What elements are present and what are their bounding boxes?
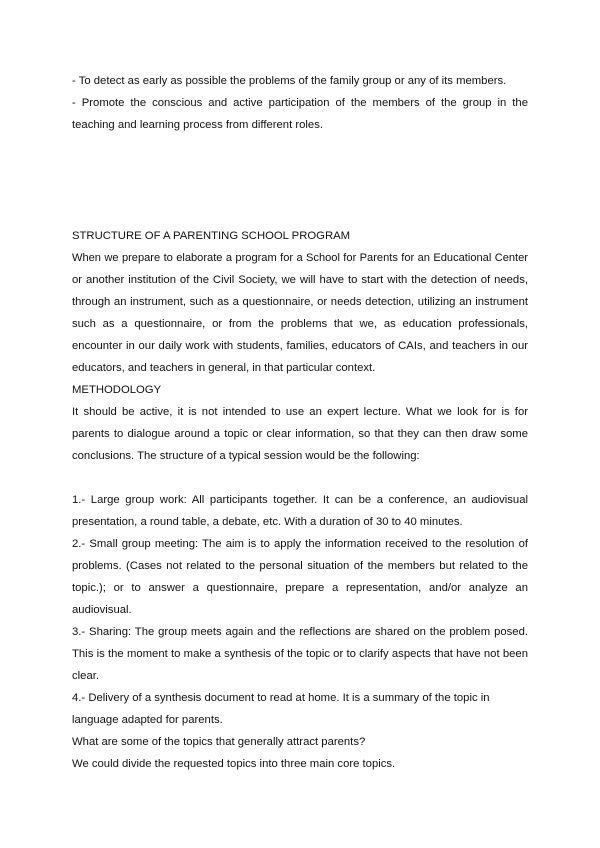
step-line: What are some of the topics that generally attract parents? <box>72 736 366 748</box>
section-heading-methodology: METHODOLOGY <box>72 384 162 396</box>
paragraph-line: conclusions. The structure of a typical session would be the following: <box>72 450 420 462</box>
step-line: 4.- Delivery of a synthesis document to read at home. It is a summary of the topic in <box>72 692 490 704</box>
paragraph-line: When we prepare to elaborate a program for a School for Parents for an Educational Center <box>72 252 528 264</box>
step-line: clear. <box>72 670 100 682</box>
step-line: This is the moment to make a synthesis of the topic or to clarify aspects that have not been <box>72 648 528 660</box>
step-line: 2.- Small group meeting: The aim is to apply the information received to the resolution of <box>72 538 528 550</box>
step-line: 3.- Sharing: The group meets again and the reflections are shared on the problem posed. <box>72 626 528 638</box>
paragraph-line: encounter in our daily work with students, families, educators of CAIs, and teachers in our <box>72 340 528 352</box>
step-line: 1.- Large group work: All participants together. It can be a conference, an audiovisual <box>72 494 528 506</box>
intro-line: teaching and learning process from different roles. <box>72 119 323 131</box>
step-line: language adapted for parents. <box>72 714 223 726</box>
paragraph-line: such as a questionnaire, or from the problems that we, as education professionals, <box>72 318 528 330</box>
step-line: We could divide the requested topics into three main core topics. <box>72 758 396 770</box>
intro-line: - To detect as early as possible the problems of the family group or any of its members. <box>72 75 507 87</box>
intro-line: - Promote the conscious and active participation of the members of the group in the <box>72 97 528 109</box>
paragraph-line: through an instrument, such as a questionnaire, or needs detection, utilizing an instrument <box>72 296 528 308</box>
paragraph-line: or another institution of the Civil Society, we will have to start with the detection of needs, <box>72 274 528 286</box>
paragraph-line: educators, and teachers in general, in that particular context. <box>72 362 376 374</box>
step-line: presentation, a round table, a debate, etc. With a duration of 30 to 40 minutes. <box>72 516 463 528</box>
section-heading-structure: STRUCTURE OF A PARENTING SCHOOL PROGRAM <box>72 230 351 242</box>
paragraph-line: It should be active, it is not intended to use an expert lecture. What we look for is for <box>72 406 528 418</box>
step-line: topic.); or to answer a questionnaire, prepare a representation, and/or analyze an <box>72 582 528 594</box>
step-line: audiovisual. <box>72 604 132 616</box>
step-line: problems. (Cases not related to the personal situation of the members but related to the <box>72 560 528 572</box>
paragraph-line: parents to dialogue around a topic or clear information, so that they can then draw some <box>72 428 528 440</box>
